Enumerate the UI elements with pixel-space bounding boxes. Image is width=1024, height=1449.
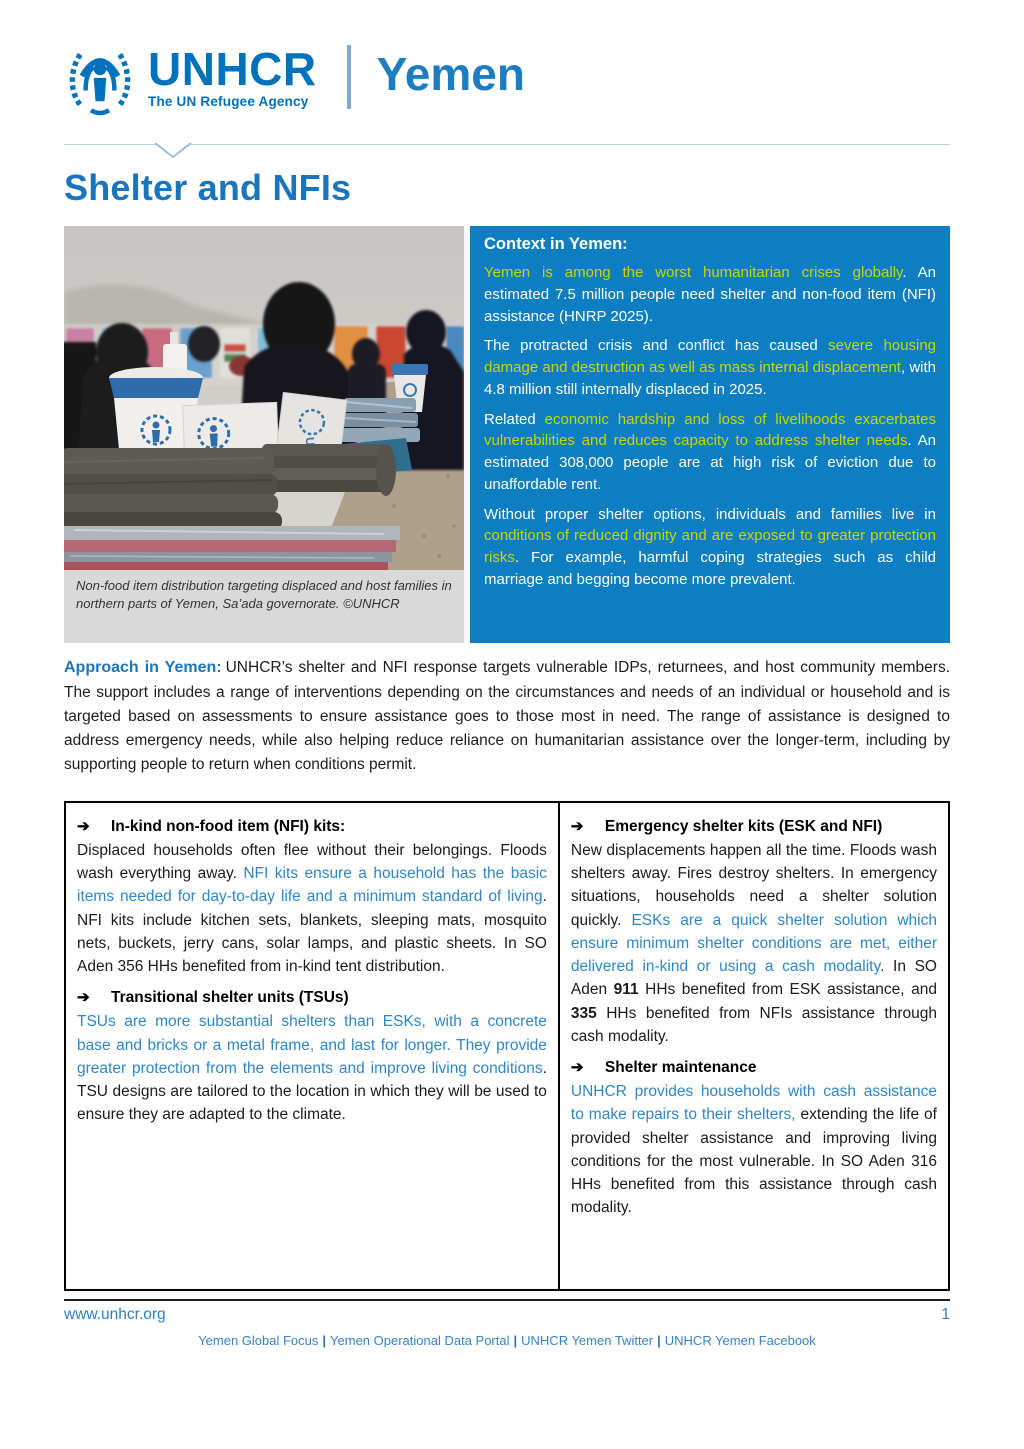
text-segment: . An estimated 308,000 people are at high risk of eviction due to unaffordable rent. [484,432,936,493]
text-segment: UNHCR provides households with cash assistance to make repairs to their shelters, [570,1083,937,1124]
footer-link-separator: | [322,1332,327,1348]
text-segment: TSUs are more substantial shelters than ESKs, with a concrete base and bricks or a metal frame, and last for longer. They provide greater protection from the elements and improve living conditions [77,1013,547,1077]
item-body-tsus [77,1010,547,1126]
context-box-title: Context in Yemen: [484,235,628,253]
text-segment: extending the life of provided shelter assistance and improving living conditions for the most vulnerable. In SO Aden 316 HHs benefited from this assistance through cash modality. [570,1106,937,1217]
text-segment: HHs benefited from NFIs assistance through cash modality. [570,1004,937,1045]
header-rule [64,144,950,145]
footer-link[interactable]: Yemen Global Focus [198,1332,319,1348]
unhcr-emblem-icon [64,38,136,116]
approach-text: UNHCR’s shelter and NFI response targets vulnerable IDPs, returnees, and host community members. The support includes a range of interventions depending on the circumstances and needs of an individual or household and is targeted based on assessments to ensure assistance goes to those most in need. The range of assistance is designed to address emergency needs, while also helping reduce reliance on humanitarian assistance over the longer-term, including by supporting people to return when conditions permit. [64,659,951,773]
approach-label: Approach in Yemen: [64,659,222,676]
text-segment: . For example, harmful coping strategies such as child marriage and begging become more prevalent. [484,549,936,588]
text-segment: . NFI kits include kitchen sets, blankets, sleeping mats, mosquito nets, buckets, jerry cans, solar lamps, and plastic sheets. In SO Aden 356 HHs benefited from in-kind tent distribution. [77,888,547,976]
page-title: Shelter and NFIs [64,167,352,208]
country-label: Yemen [376,48,525,100]
arrow-bullet-icon: ➔ [570,1059,584,1077]
photo-blanket-stack-left [64,448,282,530]
context-paragraph [484,262,936,327]
text-segment: Yemen is among the worst humanitarian crises globally [484,264,903,281]
footer-row [64,1301,950,1324]
item-heading-label: Emergency shelter kits (ESK and NFI) [604,817,883,835]
footer-link[interactable]: UNHCR Yemen Twitter [521,1332,654,1348]
distribution-photo [64,226,464,570]
item-heading-label: Shelter maintenance [604,1059,757,1077]
header [64,38,950,116]
unhcr-wordmark: UNHCR [148,42,317,95]
text-segment: Displaced households often flee without their belongings. Floods wash everything away. [77,841,547,883]
photo-wrapped-kits [340,398,420,442]
text-segment: Related [484,410,545,428]
text-segment: NFI kits ensure a household has the basic items needed for day-to-day life and a minimum standard of living [77,865,547,906]
photo-caption: Non-food item distribution targeting displaced and host families in northern parts of Yemen, Sa’ada governorate. ©UNHCR [64,570,464,643]
text-segment: Without proper shelter options, individuals and families live in [484,505,936,523]
kits-table [64,801,950,1291]
arrow-bullet-icon: ➔ [77,989,90,1007]
photo-blanket-stack-right [262,444,396,496]
main-row [64,226,950,643]
item-heading-nfi-kits [77,817,547,836]
text-segment: . In SO Aden [570,958,937,999]
text-segment: conditions of reduced dignity and are exposed to greater protection risks [484,527,936,566]
text-segment: . TSU designs are tailored to the location in which they will be used to ensure they are adapted to the climate. [77,1059,547,1124]
photo-column [64,226,464,643]
item-heading-tsus [77,988,547,1007]
unhcr-logo [64,38,317,116]
text-segment: economic hardship and loss of livelihoods exacerbates vulnerabilities and reduces capacity to address shelter needs [484,410,937,450]
context-paragraph [484,335,936,400]
page-number: 1 [941,1305,950,1323]
footer-link[interactable]: Yemen Operational Data Portal [330,1332,510,1348]
item-body-shelter-maintenance [571,1080,937,1220]
chevron-down-icon [154,143,192,160]
arrow-bullet-icon: ➔ [570,817,584,835]
footer-link[interactable]: UNHCR Yemen Facebook [664,1332,816,1348]
context-paragraph [484,504,936,591]
logo-divider [347,45,351,109]
text-segment: . An estimated 7.5 million people need shelter and non-food item (NFI) assistance (HNRP 2025). [484,264,936,325]
text-segment: HHs benefited from ESK assistance, and [638,981,937,999]
unhcr-tagline: The UN Refugee Agency [148,93,309,109]
photo-wrapped-mattresses [64,526,400,570]
kits-table-left-cell [66,803,560,1289]
footer-links [64,1333,950,1348]
item-body-esk [571,839,937,1048]
text-segment: 911 [613,981,639,999]
footer-link-separator: | [657,1332,661,1348]
footer-link-separator: | [513,1332,518,1348]
item-heading-label: In-kind non-food item (NFI) kits: [111,817,346,835]
text-segment: New displacements happen all the time. Floods wash shelters away. Fires destroy shelters. In emergency situations, households need a shelter solution quickly. [570,841,937,929]
context-paragraph [484,409,936,496]
approach-paragraph [64,656,950,777]
text-segment: 335 [570,1004,597,1022]
footer [64,1299,950,1348]
footer-url-link[interactable]: www.unhcr.org [64,1305,166,1323]
item-heading-esk [571,817,937,836]
context-box [470,226,950,643]
arrow-bullet-icon: ➔ [77,817,90,835]
text-segment: ESKs are a quick shelter solution which ensure minimum shelter conditions are met, either delivered in-kind or using a cash modality [570,911,937,976]
text-segment: The protracted crisis and conflict has caused [484,337,829,355]
text-segment: , with 4.8 million still internally displaced in 2025. [484,359,937,398]
kits-table-right-cell [560,803,948,1289]
item-heading-shelter-maintenance [571,1058,937,1077]
item-heading-label: Transitional shelter units (TSUs) [111,989,349,1007]
text-segment: severe housing damage and destruction as well as mass internal displacement [484,337,937,376]
item-body-nfi-kits [77,839,547,979]
